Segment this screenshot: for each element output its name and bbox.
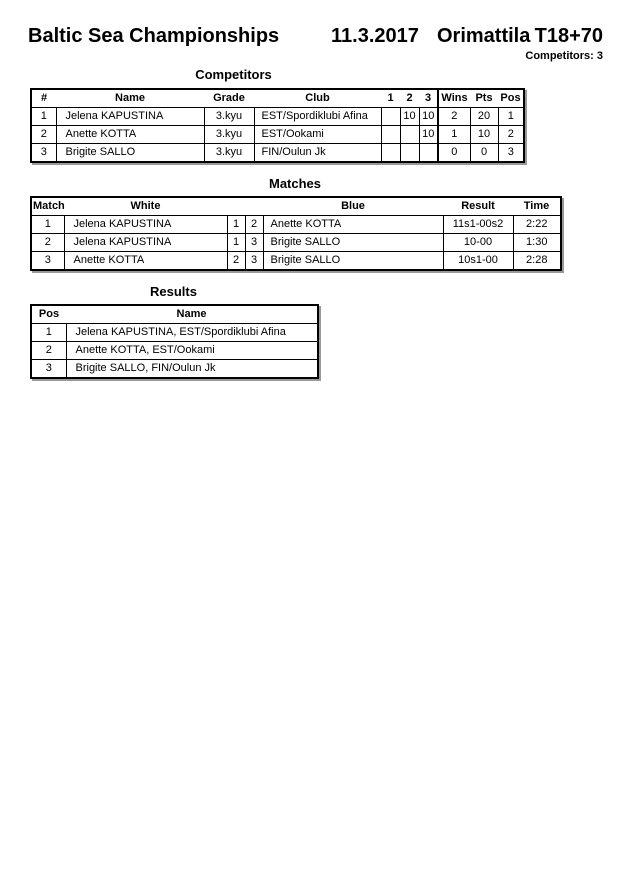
cell-wins: 0 — [438, 144, 470, 163]
cell-blue-seed: 3 — [245, 252, 263, 271]
col-header-match: Match — [31, 197, 64, 216]
competitors-heading: Competitors — [195, 67, 272, 82]
cell-grade: 3.kyu — [204, 126, 254, 144]
competitor-row — [31, 144, 524, 163]
competitor-row — [31, 108, 524, 126]
cell-result-pos: 1 — [31, 324, 66, 342]
cell-result-name: Jelena KAPUSTINA, EST/Spordiklubi Afina — [66, 324, 318, 342]
cell-score-vs2 — [400, 126, 419, 144]
result-row — [31, 324, 318, 342]
page-title — [28, 25, 603, 51]
cell-score-vs3 — [419, 144, 438, 163]
cell-pos: 3 — [498, 144, 524, 163]
cell-result: 10s1-00 — [443, 252, 513, 271]
cell-time: 2:22 — [513, 216, 561, 234]
cell-result-pos: 2 — [31, 342, 66, 360]
cell-name: Anette KOTTA — [56, 126, 204, 144]
col-header-grade: Grade — [204, 89, 254, 108]
col-header-name: Name — [56, 89, 204, 108]
cell-match-num: 2 — [31, 234, 64, 252]
cell-num: 3 — [31, 144, 56, 163]
title-event-name: Baltic Sea Championships — [28, 25, 280, 47]
col-header-pos: Pos — [498, 89, 524, 108]
cell-time: 1:30 — [513, 234, 561, 252]
cell-wins: 1 — [438, 126, 470, 144]
cell-match-num: 1 — [31, 216, 64, 234]
cell-club: EST/Spordiklubi Afina — [254, 108, 381, 126]
col-header-white: White — [64, 197, 227, 216]
cell-pos: 1 — [498, 108, 524, 126]
cell-grade: 3.kyu — [204, 108, 254, 126]
matches-header-row — [31, 197, 561, 216]
col-header-club: Club — [254, 89, 381, 108]
col-header-blue: Blue — [263, 197, 443, 216]
title-location: Orimattila — [437, 25, 531, 47]
cell-result: 10-00 — [443, 234, 513, 252]
result-row — [31, 360, 318, 379]
cell-club: EST/Ookami — [254, 126, 381, 144]
match-row — [31, 234, 561, 252]
col-header-pos: Pos — [31, 305, 66, 324]
results-table — [30, 304, 319, 379]
col-header-blue-num — [245, 197, 263, 216]
results-heading: Results — [150, 284, 197, 299]
competitors-header-row — [31, 89, 524, 108]
cell-result-pos: 3 — [31, 360, 66, 379]
cell-score-vs3: 10 — [419, 126, 438, 144]
cell-white-name: Jelena KAPUSTINA — [64, 234, 227, 252]
cell-wins: 2 — [438, 108, 470, 126]
cell-grade: 3.kyu — [204, 144, 254, 163]
cell-num: 1 — [31, 108, 56, 126]
competitors-count: Competitors: 3 — [525, 50, 603, 62]
col-header-pts: Pts — [470, 89, 498, 108]
result-row — [31, 342, 318, 360]
col-header-opp3: 3 — [419, 89, 438, 108]
title-category: T18+70 — [534, 25, 603, 47]
col-header-num: # — [31, 89, 56, 108]
cell-white-name: Jelena KAPUSTINA — [64, 216, 227, 234]
cell-pts: 0 — [470, 144, 498, 163]
cell-result-name: Anette KOTTA, EST/Ookami — [66, 342, 318, 360]
cell-score-vs1 — [381, 126, 400, 144]
match-row — [31, 252, 561, 271]
cell-result-name: Brigite SALLO, FIN/Oulun Jk — [66, 360, 318, 379]
competitors-table — [30, 88, 525, 163]
results-header-row — [31, 305, 318, 324]
cell-blue-seed: 2 — [245, 216, 263, 234]
cell-white-name: Anette KOTTA — [64, 252, 227, 271]
cell-blue-name: Anette KOTTA — [263, 216, 443, 234]
col-header-wins: Wins — [438, 89, 470, 108]
cell-blue-name: Brigite SALLO — [263, 234, 443, 252]
cell-score-vs3: 10 — [419, 108, 438, 126]
cell-name: Jelena KAPUSTINA — [56, 108, 204, 126]
cell-num: 2 — [31, 126, 56, 144]
cell-blue-name: Brigite SALLO — [263, 252, 443, 271]
cell-result: 11s1-00s2 — [443, 216, 513, 234]
cell-name: Brigite SALLO — [56, 144, 204, 163]
cell-score-vs2: 10 — [400, 108, 419, 126]
matches-table — [30, 196, 562, 271]
col-header-opp2: 2 — [400, 89, 419, 108]
title-date: 11.3.2017 — [331, 25, 419, 47]
cell-pts: 10 — [470, 126, 498, 144]
cell-white-seed: 2 — [227, 252, 245, 271]
cell-time: 2:28 — [513, 252, 561, 271]
col-header-time: Time — [513, 197, 561, 216]
cell-club: FIN/Oulun Jk — [254, 144, 381, 163]
competitor-row — [31, 126, 524, 144]
cell-score-vs2 — [400, 144, 419, 163]
match-row — [31, 216, 561, 234]
cell-blue-seed: 3 — [245, 234, 263, 252]
cell-match-num: 3 — [31, 252, 64, 271]
col-header-white-num — [227, 197, 245, 216]
cell-pts: 20 — [470, 108, 498, 126]
cell-pos: 2 — [498, 126, 524, 144]
col-header-result: Result — [443, 197, 513, 216]
col-header-name: Name — [66, 305, 318, 324]
cell-white-seed: 1 — [227, 234, 245, 252]
matches-heading: Matches — [268, 176, 322, 191]
col-header-opp1: 1 — [381, 89, 400, 108]
cell-score-vs1 — [381, 144, 400, 163]
cell-score-vs1 — [381, 108, 400, 126]
cell-white-seed: 1 — [227, 216, 245, 234]
